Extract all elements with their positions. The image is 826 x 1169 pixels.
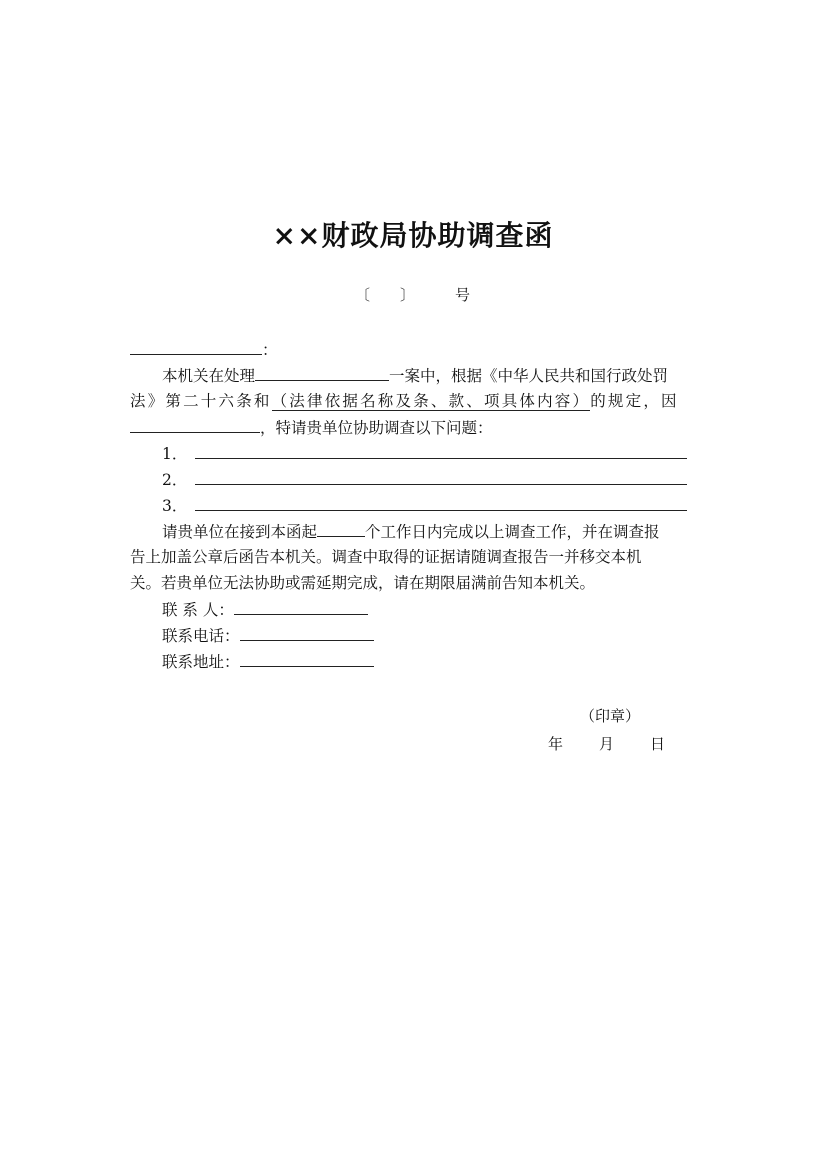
date-month: 月 (599, 735, 615, 753)
para1-line3-suffix: ，特请贵单位协助调查以下问题： (260, 419, 493, 437)
contact-phone-label: 联系电话： (162, 627, 240, 645)
date-day: 日 (650, 735, 666, 753)
contact-phone-row (130, 622, 698, 648)
question-3-field[interactable] (195, 492, 687, 511)
doc-number-close-bracket: 〕 (400, 286, 416, 304)
question-2-field[interactable] (195, 466, 687, 485)
question-item (130, 440, 698, 466)
document-title: ××财政局协助调查函 (272, 219, 554, 252)
date-line (548, 733, 665, 754)
question-item (130, 492, 698, 518)
para2-line3: 关。若贵单位无法协助或需延期完成，请在期限届满前告知本机关。 (130, 574, 596, 592)
para1-line1-suffix: 一案中，根据《中华人民共和国行政处罚 (389, 367, 669, 385)
document-number (355, 284, 470, 305)
legal-basis-placeholder[interactable]: （法律依据名称及条、款、项具体内容） (271, 392, 591, 410)
para1-line2 (130, 388, 698, 414)
contact-person-row (130, 596, 698, 622)
reason-blank[interactable] (130, 414, 260, 433)
contact-person-field[interactable] (234, 596, 368, 615)
addressee-colon: ： (262, 341, 278, 359)
para1-line1 (130, 362, 698, 388)
para2-line1-suffix: 个工作日内完成以上调查工作，并在调查报 (365, 523, 660, 541)
para2-line1 (130, 518, 698, 544)
question-number: 1． (162, 445, 188, 463)
para1-line2-prefix: 法》第二十六条和 (130, 392, 272, 410)
date-year: 年 (548, 735, 564, 753)
workdays-blank[interactable] (317, 518, 365, 537)
question-1-field[interactable] (195, 440, 687, 459)
para1-line1-prefix: 本机关在处理 (162, 367, 256, 385)
question-number: 3． (162, 497, 188, 515)
doc-number-open-bracket: 〔 (355, 286, 371, 304)
para2-line2: 告上加盖公章后函告本机关。调查中取得的证据请随调查报告一并移交本机 (130, 548, 642, 566)
para1-line2-suffix: 的规定，因 (590, 392, 679, 410)
doc-number-suffix: 号 (455, 286, 471, 304)
contact-address-label: 联系地址： (162, 653, 240, 671)
addressee-blank[interactable] (130, 336, 262, 355)
para2-line1-prefix: 请贵单位在接到本函起 (162, 523, 318, 541)
case-name-blank[interactable] (255, 362, 389, 381)
contact-address-row (130, 648, 698, 674)
document-body (130, 336, 698, 674)
question-number: 2． (162, 471, 188, 489)
para1-line3 (130, 414, 698, 440)
addressee-line (130, 336, 698, 362)
seal-label: （印章） (580, 707, 641, 725)
contact-phone-field[interactable] (240, 622, 374, 641)
contact-address-field[interactable] (240, 648, 374, 667)
contact-person-label: 联 系 人： (162, 601, 234, 619)
question-item (130, 466, 698, 492)
